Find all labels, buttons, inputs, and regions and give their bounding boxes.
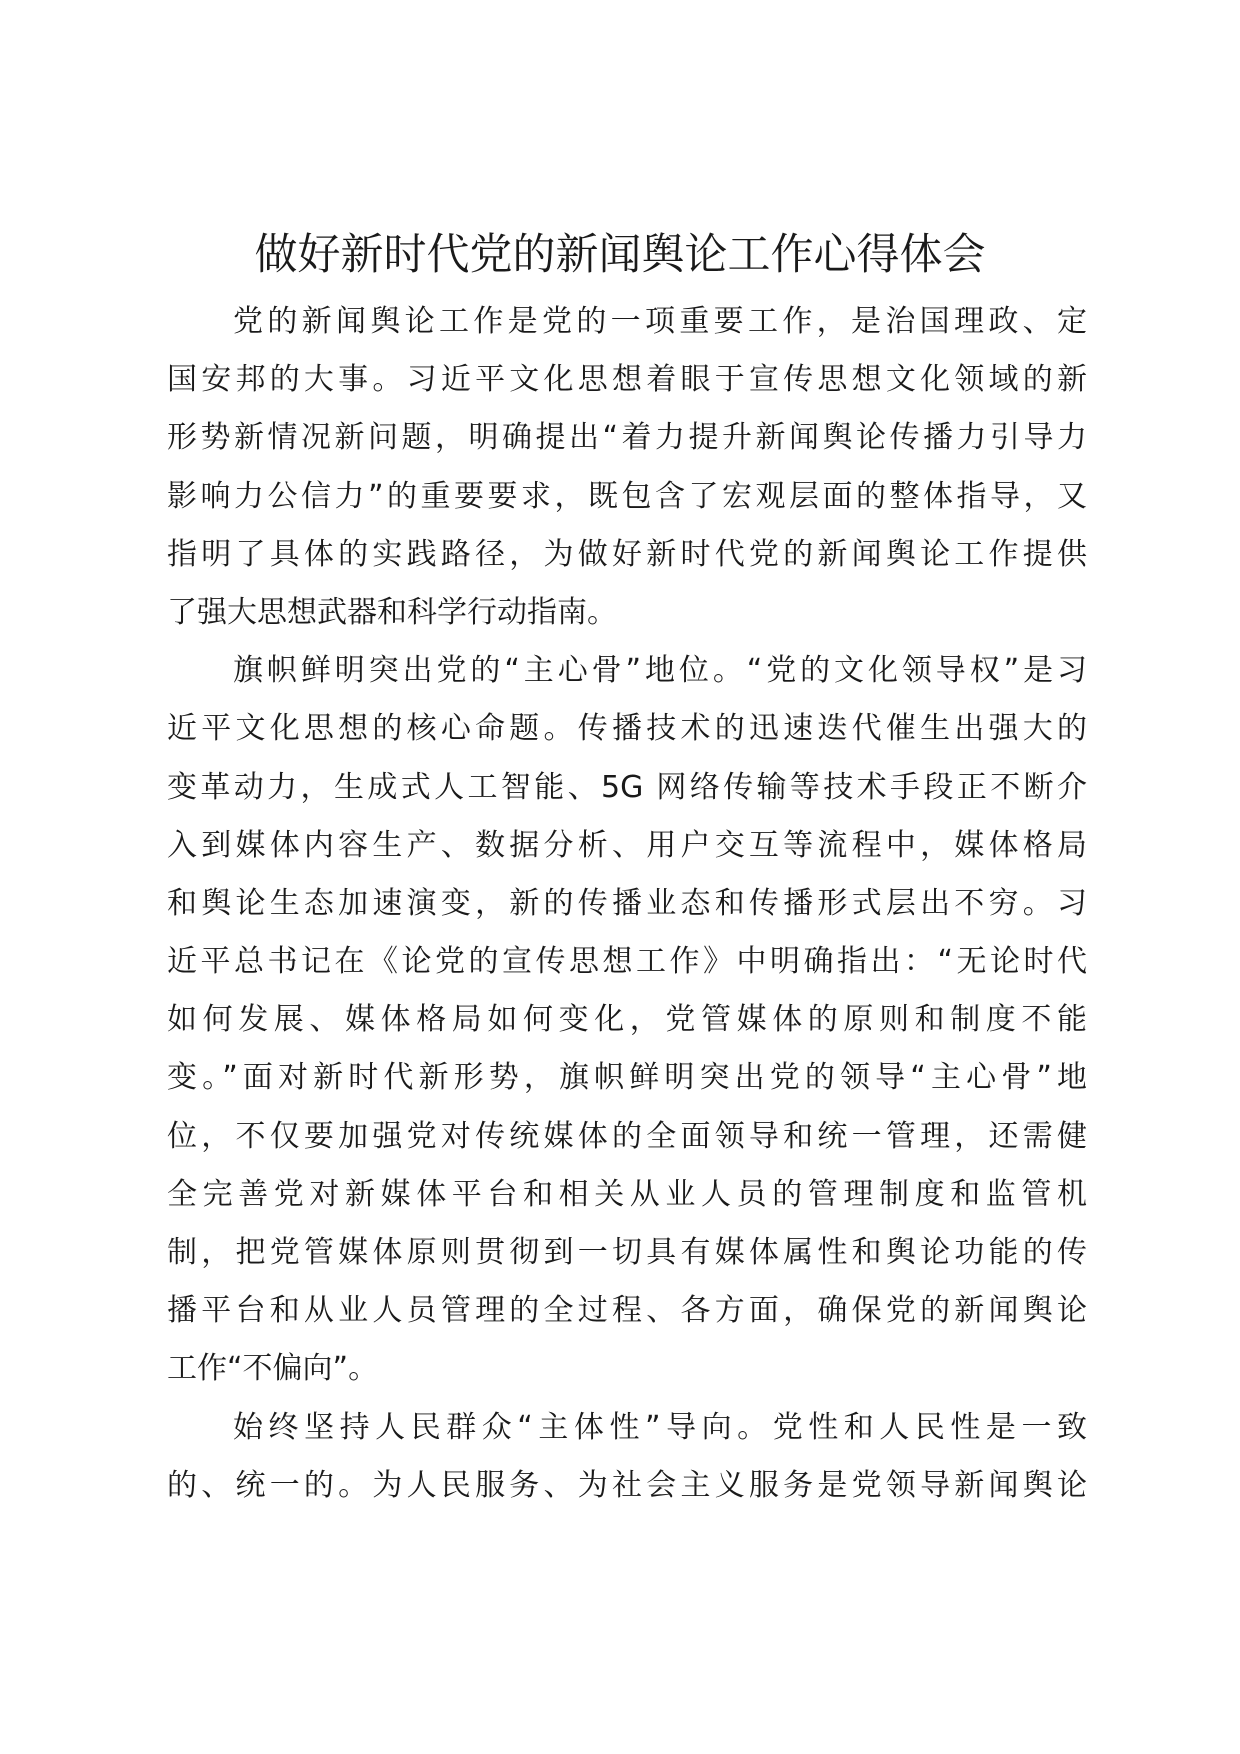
text-line: 工作“不偏向”。 (167, 1351, 379, 1387)
text-line: 了强大思想武器和科学行动指南。 (167, 594, 617, 630)
text-line: 变革动力，生成式人工智能、5G 网络传输等技术手段正不断介 (167, 769, 1087, 805)
text-line: 入到媒体内容生产、数据分析、用户交互等流程中，媒体格局 (167, 827, 1087, 863)
text-line: 影响力公信力”的重要要求，既包含了宏观层面的整体指导，又 (167, 478, 1087, 514)
document-body (167, 293, 1087, 1515)
text-line: 变。”面对新时代新形势，旗帜鲜明突出党的领导“主心骨”地 (167, 1060, 1087, 1096)
text-line: 近平文化思想的核心命题。传播技术的迅速迭代催生出强大的 (167, 711, 1087, 747)
text-line: 位，不仅要加强党对传统媒体的全面领导和统一管理，还需健 (167, 1118, 1087, 1154)
text-line: 全完善党对新媒体平台和相关从业人员的管理制度和监管机 (167, 1176, 1087, 1212)
text-line: 国安邦的大事。习近平文化思想着眼于宣传思想文化领域的新 (167, 362, 1087, 398)
text-line: 旗帜鲜明突出党的“主心骨”地位。“党的文化领导权”是习 (233, 653, 1087, 689)
text-line: 播平台和从业人员管理的全过程、各方面，确保党的新闻舆论 (167, 1293, 1087, 1329)
text-line: 始终坚持人民群众“主体性”导向。党性和人民性是一致 (233, 1409, 1087, 1445)
paragraph-1 (167, 293, 1087, 642)
paragraph-2 (167, 642, 1087, 1398)
text-line: 制，把党管媒体原则贯彻到一切具有媒体属性和舆论功能的传 (167, 1235, 1087, 1270)
text-line: 的、统一的。为人民服务、为社会主义服务是党领导新闻舆论 (167, 1467, 1087, 1503)
text-line: 指明了具体的实践路径，为做好新时代党的新闻舆论工作提供 (167, 536, 1087, 572)
text-line: 党的新闻舆论工作是党的一项重要工作，是治国理政、定 (233, 304, 1087, 339)
text-line: 如何发展、媒体格局如何变化，党管媒体的原则和制度不能 (167, 1002, 1087, 1038)
text-line: 形势新情况新问题，明确提出“着力提升新闻舆论传播力引导力 (167, 420, 1087, 456)
text-line: 近平总书记在《论党的宣传思想工作》中明确指出：“无论时代 (167, 944, 1087, 980)
paragraph-3 (167, 1399, 1087, 1515)
text-line: 和舆论生态加速演变，新的传播业态和传播形式层出不穷。习 (167, 885, 1087, 921)
document-title: 做好新时代党的新闻舆论工作心得体会 (254, 230, 986, 280)
